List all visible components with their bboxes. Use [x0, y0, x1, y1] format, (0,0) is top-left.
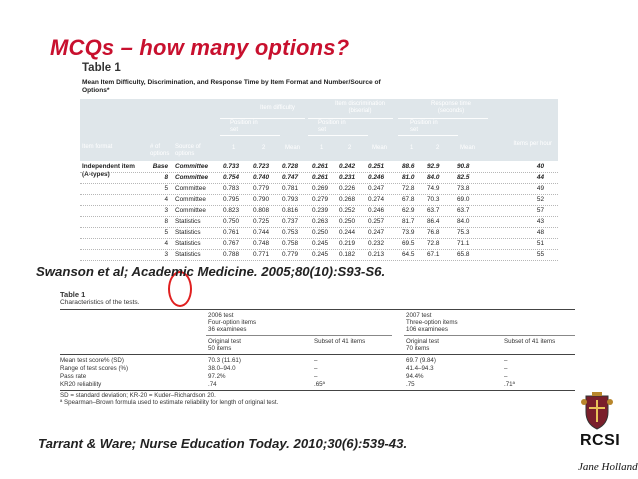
cell-source: Statistics — [175, 240, 201, 247]
table-cell: 0.245 — [312, 240, 328, 247]
cell-num-options: 8 — [164, 174, 168, 181]
table-cell: 0.269 — [312, 185, 328, 192]
table1-title: Table 1 — [82, 62, 121, 74]
table-cell: – — [314, 357, 318, 364]
table-cell: 0.747 — [282, 174, 298, 181]
t2-col-2006: 2006 test — [208, 312, 234, 319]
table-cell: 0.239 — [312, 207, 328, 214]
t2-row-label: Pass rate — [60, 373, 87, 380]
table-cell: 0.788 — [223, 251, 239, 258]
citation-tarrant: Tarrant & Ware; Nurse Education Today. 2010;30(6):539-43. — [38, 436, 408, 451]
table-cell: 0.252 — [339, 207, 355, 214]
header-discrimination: Item discrimination (biserial) — [334, 101, 385, 114]
table-cell: 70.3 (11.61) — [208, 357, 241, 364]
table-cell: – — [504, 365, 508, 372]
table1-header — [80, 99, 558, 161]
t2-footnote-1: SD = standard deviation; KR-20 = Kuder–Richardson 20. — [60, 392, 216, 399]
table-cell: 0.723 — [253, 163, 269, 170]
table-cell: 0.261 — [312, 163, 328, 170]
table-cell: 0.740 — [253, 174, 269, 181]
header-rmean: Mean — [460, 145, 476, 151]
cell-source: Statistics — [175, 251, 201, 258]
table-cell: 0.242 — [339, 163, 355, 170]
t2-subset-2006: Subset of 41 items — [314, 338, 366, 345]
table2-image — [58, 290, 578, 406]
header-position-1: Position in set — [230, 120, 258, 133]
table-cell: 48 — [536, 229, 544, 236]
table-cell: 0.754 — [223, 174, 239, 181]
header-num-options: # of options — [150, 144, 170, 157]
table-cell: 0.244 — [339, 229, 355, 236]
table1-image — [80, 62, 558, 258]
table-cell: 0.261 — [312, 174, 328, 181]
table-cell: 0.779 — [253, 185, 269, 192]
cell-source: Committee — [175, 185, 206, 192]
table-cell: 75.3 — [457, 229, 470, 236]
table-cell: – — [504, 357, 508, 364]
header-r1: 1 — [410, 145, 414, 151]
table-cell: 0.744 — [253, 229, 269, 236]
t2-col-2006-sub1: Four-option items — [208, 319, 257, 326]
table-cell: 52 — [536, 196, 544, 203]
table-cell: 65.8 — [457, 251, 470, 258]
table-cell: 0.231 — [339, 174, 355, 181]
header-d1: 1 — [232, 145, 236, 151]
table-cell: 0.750 — [223, 218, 239, 225]
table-cell: 81.7 — [402, 218, 415, 225]
table-cell: 92.9 — [427, 163, 440, 170]
header-source: Source of options — [175, 144, 201, 157]
table-cell: 0.247 — [368, 229, 384, 236]
cell-num-options: 4 — [164, 240, 168, 247]
header-d2: 2 — [262, 145, 266, 151]
table-cell: 73.9 — [402, 229, 415, 236]
header-items-per-hour: Items per hour — [513, 141, 552, 147]
table-cell: 0.737 — [282, 218, 298, 225]
table-cell: 0.728 — [282, 163, 298, 170]
table-cell: 64.5 — [402, 251, 415, 258]
cell-num-options: Base — [152, 163, 168, 170]
table-cell: 0.250 — [312, 229, 328, 236]
t2-subset-2007: Subset of 41 items — [504, 338, 556, 345]
t2-footnote-2: ª Spearman–Brown formula used to estimate reliability for length of original test. — [60, 399, 279, 406]
table-cell: 72.8 — [402, 185, 415, 192]
table-cell: 41.4–94.3 — [406, 365, 434, 372]
table-cell: – — [314, 365, 318, 372]
table-cell: 0.250 — [339, 218, 355, 225]
table-cell: 70.3 — [427, 196, 440, 203]
table-cell: 0.767 — [223, 240, 239, 247]
slide-title: MCQs – how many options? — [50, 35, 350, 60]
table-cell: 0.279 — [312, 196, 328, 203]
table1-item-label: Independent item (A-types) — [82, 163, 135, 178]
table2-title: Table 1 — [60, 290, 86, 299]
table-cell: 0.213 — [368, 251, 384, 258]
table-cell: 0.246 — [368, 207, 384, 214]
header-position-3: Position in set — [410, 120, 438, 133]
table-cell: 88.6 — [402, 163, 415, 170]
table-cell: 71.1 — [457, 240, 470, 247]
table-cell: 55 — [536, 251, 544, 258]
table-cell: .65ª — [314, 381, 325, 388]
table-cell: 69.7 (9.84) — [406, 357, 436, 364]
table-cell: 90.8 — [457, 163, 470, 170]
logo-name: RCSI — [580, 432, 621, 449]
table-cell: 84.0 — [427, 174, 440, 181]
table-cell: 0.823 — [223, 207, 239, 214]
table-cell: 69.0 — [457, 196, 470, 203]
cell-num-options: 4 — [164, 196, 168, 203]
table-cell: 67.1 — [427, 251, 440, 258]
table-cell: 0.793 — [282, 196, 298, 203]
t2-col-2007-sub2: 106 examinees — [406, 326, 448, 333]
t2-orig-2006-n: 50 items — [208, 345, 232, 352]
cell-source: Committee — [175, 207, 206, 214]
table-cell: .71ª — [504, 381, 515, 388]
header-r2: 2 — [436, 145, 440, 151]
table2-subtitle: Characteristics of the tests. — [60, 299, 140, 306]
crest-icon — [580, 392, 614, 430]
t2-row-label: KR20 reliability — [60, 381, 102, 388]
cell-source: Committee — [175, 196, 206, 203]
table-cell: 0.251 — [368, 163, 384, 170]
table-cell: 0.816 — [282, 207, 298, 214]
table-cell: 63.7 — [457, 207, 470, 214]
table-cell: 0.182 — [339, 251, 355, 258]
table-cell: 0.748 — [253, 240, 269, 247]
t2-col-2007: 2007 test — [406, 312, 432, 319]
cell-source: Statistics — [175, 229, 201, 236]
table-cell: .75 — [406, 381, 415, 388]
table-cell: 74.9 — [427, 185, 440, 192]
cell-source: Committee — [175, 163, 209, 170]
table-cell: 69.5 — [402, 240, 415, 247]
table-cell: 57 — [536, 207, 544, 214]
t2-orig-2007: Original test — [406, 338, 440, 345]
header-difficulty: Item difficulty — [260, 105, 295, 111]
table-cell: 0.808 — [253, 207, 269, 214]
citation-swanson: Swanson et al; Academic Medicine. 2005;80(10):S93-S6. — [36, 264, 386, 279]
table-cell: 0.758 — [282, 240, 298, 247]
cell-num-options: 8 — [164, 218, 168, 225]
header-x1: 1 — [320, 145, 324, 151]
t2-col-2007-sub1: Three-option items — [406, 319, 458, 326]
table-cell: 49 — [536, 185, 544, 192]
table-cell: .74 — [208, 381, 217, 388]
table-cell: 0.790 — [253, 196, 269, 203]
table-cell: 0.263 — [312, 218, 328, 225]
table-cell: 94.4% — [406, 373, 424, 380]
table-cell: 0.245 — [312, 251, 328, 258]
cell-num-options: 3 — [164, 251, 168, 258]
table-cell: 0.226 — [339, 185, 355, 192]
table-cell: 0.246 — [368, 174, 384, 181]
table-cell: 84.0 — [457, 218, 470, 225]
table-cell: 0.247 — [368, 185, 384, 192]
table-cell: 0.795 — [223, 196, 239, 203]
table-cell: 0.257 — [368, 218, 384, 225]
table-cell: 0.733 — [223, 163, 239, 170]
table-cell: 51 — [536, 240, 544, 247]
table-cell: 43 — [536, 218, 544, 225]
header-response-time: Response time (seconds) — [430, 101, 472, 114]
table-cell: 0.753 — [282, 229, 298, 236]
table-cell: 0.219 — [339, 240, 355, 247]
table-cell: 97.2% — [208, 373, 226, 380]
author-name: Jane Holland — [578, 461, 638, 473]
table-cell: 0.779 — [282, 251, 298, 258]
table-cell: 0.783 — [223, 185, 239, 192]
table-cell: 38.0–94.0 — [208, 365, 236, 372]
table-cell: 0.725 — [253, 218, 269, 225]
table-row — [80, 249, 558, 261]
cell-source: Committee — [175, 174, 209, 181]
t2-orig-2006: Original test — [208, 338, 242, 345]
header-xmean: Mean — [372, 145, 388, 151]
cell-num-options: 3 — [164, 207, 168, 214]
table-cell: 0.771 — [253, 251, 269, 258]
table-cell: 0.232 — [368, 240, 384, 247]
table1-caption: Mean Item Difficulty, Discrimination, and Response Time by Item Format and Number/Source of Options* — [82, 79, 381, 94]
table-cell: 0.781 — [282, 185, 298, 192]
table-cell: 82.5 — [457, 174, 470, 181]
table-cell: 81.0 — [402, 174, 415, 181]
table-cell: – — [314, 373, 318, 380]
header-dmean: Mean — [285, 145, 301, 151]
header-item-format: Item format — [82, 144, 113, 150]
table-cell: 76.8 — [427, 229, 440, 236]
header-position-2: Position in set — [318, 120, 346, 133]
table-cell: 0.274 — [368, 196, 384, 203]
table-cell: 0.268 — [339, 196, 355, 203]
table-cell: 86.4 — [427, 218, 440, 225]
table-cell: 40 — [536, 163, 544, 170]
table-cell: 0.761 — [223, 229, 239, 236]
cell-num-options: 5 — [164, 229, 168, 236]
table-cell: 72.8 — [427, 240, 440, 247]
table-cell: 73.8 — [457, 185, 470, 192]
t2-col-2006-sub2: 36 examinees — [208, 326, 247, 333]
cell-num-options: 5 — [164, 185, 168, 192]
t2-row-label: Range of test scores (%) — [60, 365, 129, 372]
table-cell: 62.9 — [402, 207, 415, 214]
table-cell: – — [504, 373, 508, 380]
t2-orig-2007-n: 70 items — [406, 345, 430, 352]
table-cell: 67.8 — [402, 196, 415, 203]
table-cell: 63.7 — [427, 207, 440, 214]
t2-row-label: Mean test score% (SD) — [60, 357, 124, 364]
header-x2: 2 — [348, 145, 352, 151]
cell-source: Statistics — [175, 218, 201, 225]
table-cell: 44 — [536, 174, 544, 181]
